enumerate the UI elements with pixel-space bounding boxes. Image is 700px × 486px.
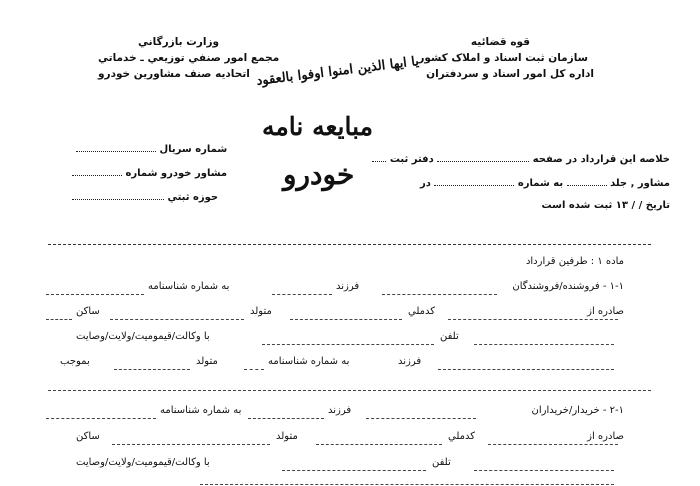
buyer-proxy-label: با وکالت/قيموميت/ولايت/وصايت [76, 457, 210, 468]
office-blank[interactable] [372, 152, 386, 162]
volume-blank[interactable] [567, 176, 607, 186]
office-label: دفتر ثبت [389, 154, 434, 165]
seller-child-of2-label: فرزند [398, 356, 422, 367]
seller-by-virtue-label: بموجب [60, 356, 90, 367]
buyer-national-code-blank[interactable] [316, 444, 442, 445]
buyer-id-label: به شماره شناسنامه [160, 405, 242, 416]
advisor-no-row [72, 166, 227, 179]
advisor-no-blank[interactable] [72, 166, 122, 176]
header-verse: يا ايها الذين امنوا اوفوا بالعقود [255, 54, 420, 89]
seller-id-blank[interactable] [46, 294, 144, 295]
article-1-heading: ماده ۱ : طرفين قرارداد [525, 256, 624, 267]
buyer-heading: ۲-۱ - خريدار/خريداران [531, 405, 624, 416]
date-value[interactable]: / / ۱۳ [615, 200, 643, 211]
seller-born2-blank[interactable] [114, 369, 190, 370]
buyer-name-blank[interactable] [366, 418, 476, 419]
seller-child-of-label: فرزند [336, 281, 360, 292]
seller-issued-blank[interactable] [448, 319, 618, 320]
date-row [542, 200, 670, 211]
seller-address-blank[interactable] [474, 344, 614, 345]
seller-name-blank[interactable] [382, 294, 497, 295]
zone-blank[interactable] [72, 190, 164, 200]
advisor-no-label: مشاور خودرو شماره [125, 168, 228, 179]
seller-national-code-blank[interactable] [290, 319, 402, 320]
buyer-id-blank[interactable] [46, 418, 156, 419]
zone-label: حوزه ثبتي [167, 192, 219, 203]
buyer-national-code-label: کدملي [448, 431, 476, 442]
buyer-address-blank[interactable] [474, 470, 614, 471]
buyer-born-blank[interactable] [112, 444, 270, 445]
advisor-row [420, 176, 670, 189]
seller-phone-blank[interactable] [262, 344, 434, 345]
header-right-line1: قوه قضائيه [470, 36, 530, 48]
summary-page-blank[interactable] [437, 152, 529, 162]
header-left-line2: مجمع امور صنفي توزيعي ـ خدماتي [98, 52, 280, 64]
in-label: در [419, 178, 431, 189]
buyer-phone-blank[interactable] [282, 470, 426, 471]
date-label: تاريخ [645, 200, 670, 211]
buyer-issued-label: صادره از [587, 431, 624, 442]
buyer-born-label: متولد [276, 431, 298, 442]
buyer-phone-label: تلفن [432, 457, 451, 468]
buyer-father-blank[interactable] [248, 418, 324, 419]
seller-proxy-label: با وکالت/قيموميت/ولايت/وصايت [76, 331, 210, 342]
header-right-line2: سازمان ثبت اسناد و املاک کشور [418, 52, 588, 64]
seller-born-blank[interactable] [110, 319, 244, 320]
serial-label: شماره سريال [159, 144, 228, 155]
seller-born-label: متولد [250, 306, 272, 317]
summary-label: خلاصه اين قرارداد در صفحه [532, 154, 670, 165]
registered-label: ثبت شده است [541, 200, 613, 211]
header-separator [48, 244, 651, 245]
buyer-resident-label: ساکن [76, 431, 100, 442]
seller-resident-blank[interactable] [46, 319, 72, 320]
seller-heading: ۱-۱ - فروشنده/فروشندگان [512, 281, 624, 292]
seller-separator [48, 390, 651, 391]
seller-national-code-label: کدملي [408, 306, 436, 317]
buyer-next-row-blank[interactable] [200, 484, 614, 485]
header-right-line3: اداره کل امور اسناد و سردفتران [426, 68, 594, 80]
seller-phone-label: تلفن [440, 331, 459, 342]
seller-born2-label: متولد [196, 356, 218, 367]
serial-row [76, 142, 227, 155]
buyer-issued-blank[interactable] [488, 444, 618, 445]
document-subtitle: خودرو [283, 158, 355, 191]
seller-id-label: به شماره شناسنامه [148, 281, 230, 292]
header-left-line1: وزارت بازرگاني [138, 36, 220, 48]
number-blank[interactable] [434, 176, 514, 186]
seller-father-blank[interactable] [272, 294, 332, 295]
seller-issued-label: صادره از [587, 306, 624, 317]
seller-id2-label: به شماره شناسنامه [268, 356, 350, 367]
advisor-label: مشاور , جلد [610, 178, 670, 189]
document-title: مبايعه نامه [262, 112, 374, 141]
seller-proxy-name-blank[interactable] [438, 369, 614, 370]
zone-row [72, 190, 218, 203]
summary-row [372, 152, 670, 165]
number-label: به شماره [517, 178, 564, 189]
header-left-line3: اتحاديه صنف مشاورين خودرو [98, 68, 250, 80]
seller-resident-label: ساکن [76, 306, 100, 317]
buyer-child-of-label: فرزند [328, 405, 352, 416]
serial-blank[interactable] [76, 142, 156, 152]
seller-id2-blank[interactable] [244, 369, 264, 370]
